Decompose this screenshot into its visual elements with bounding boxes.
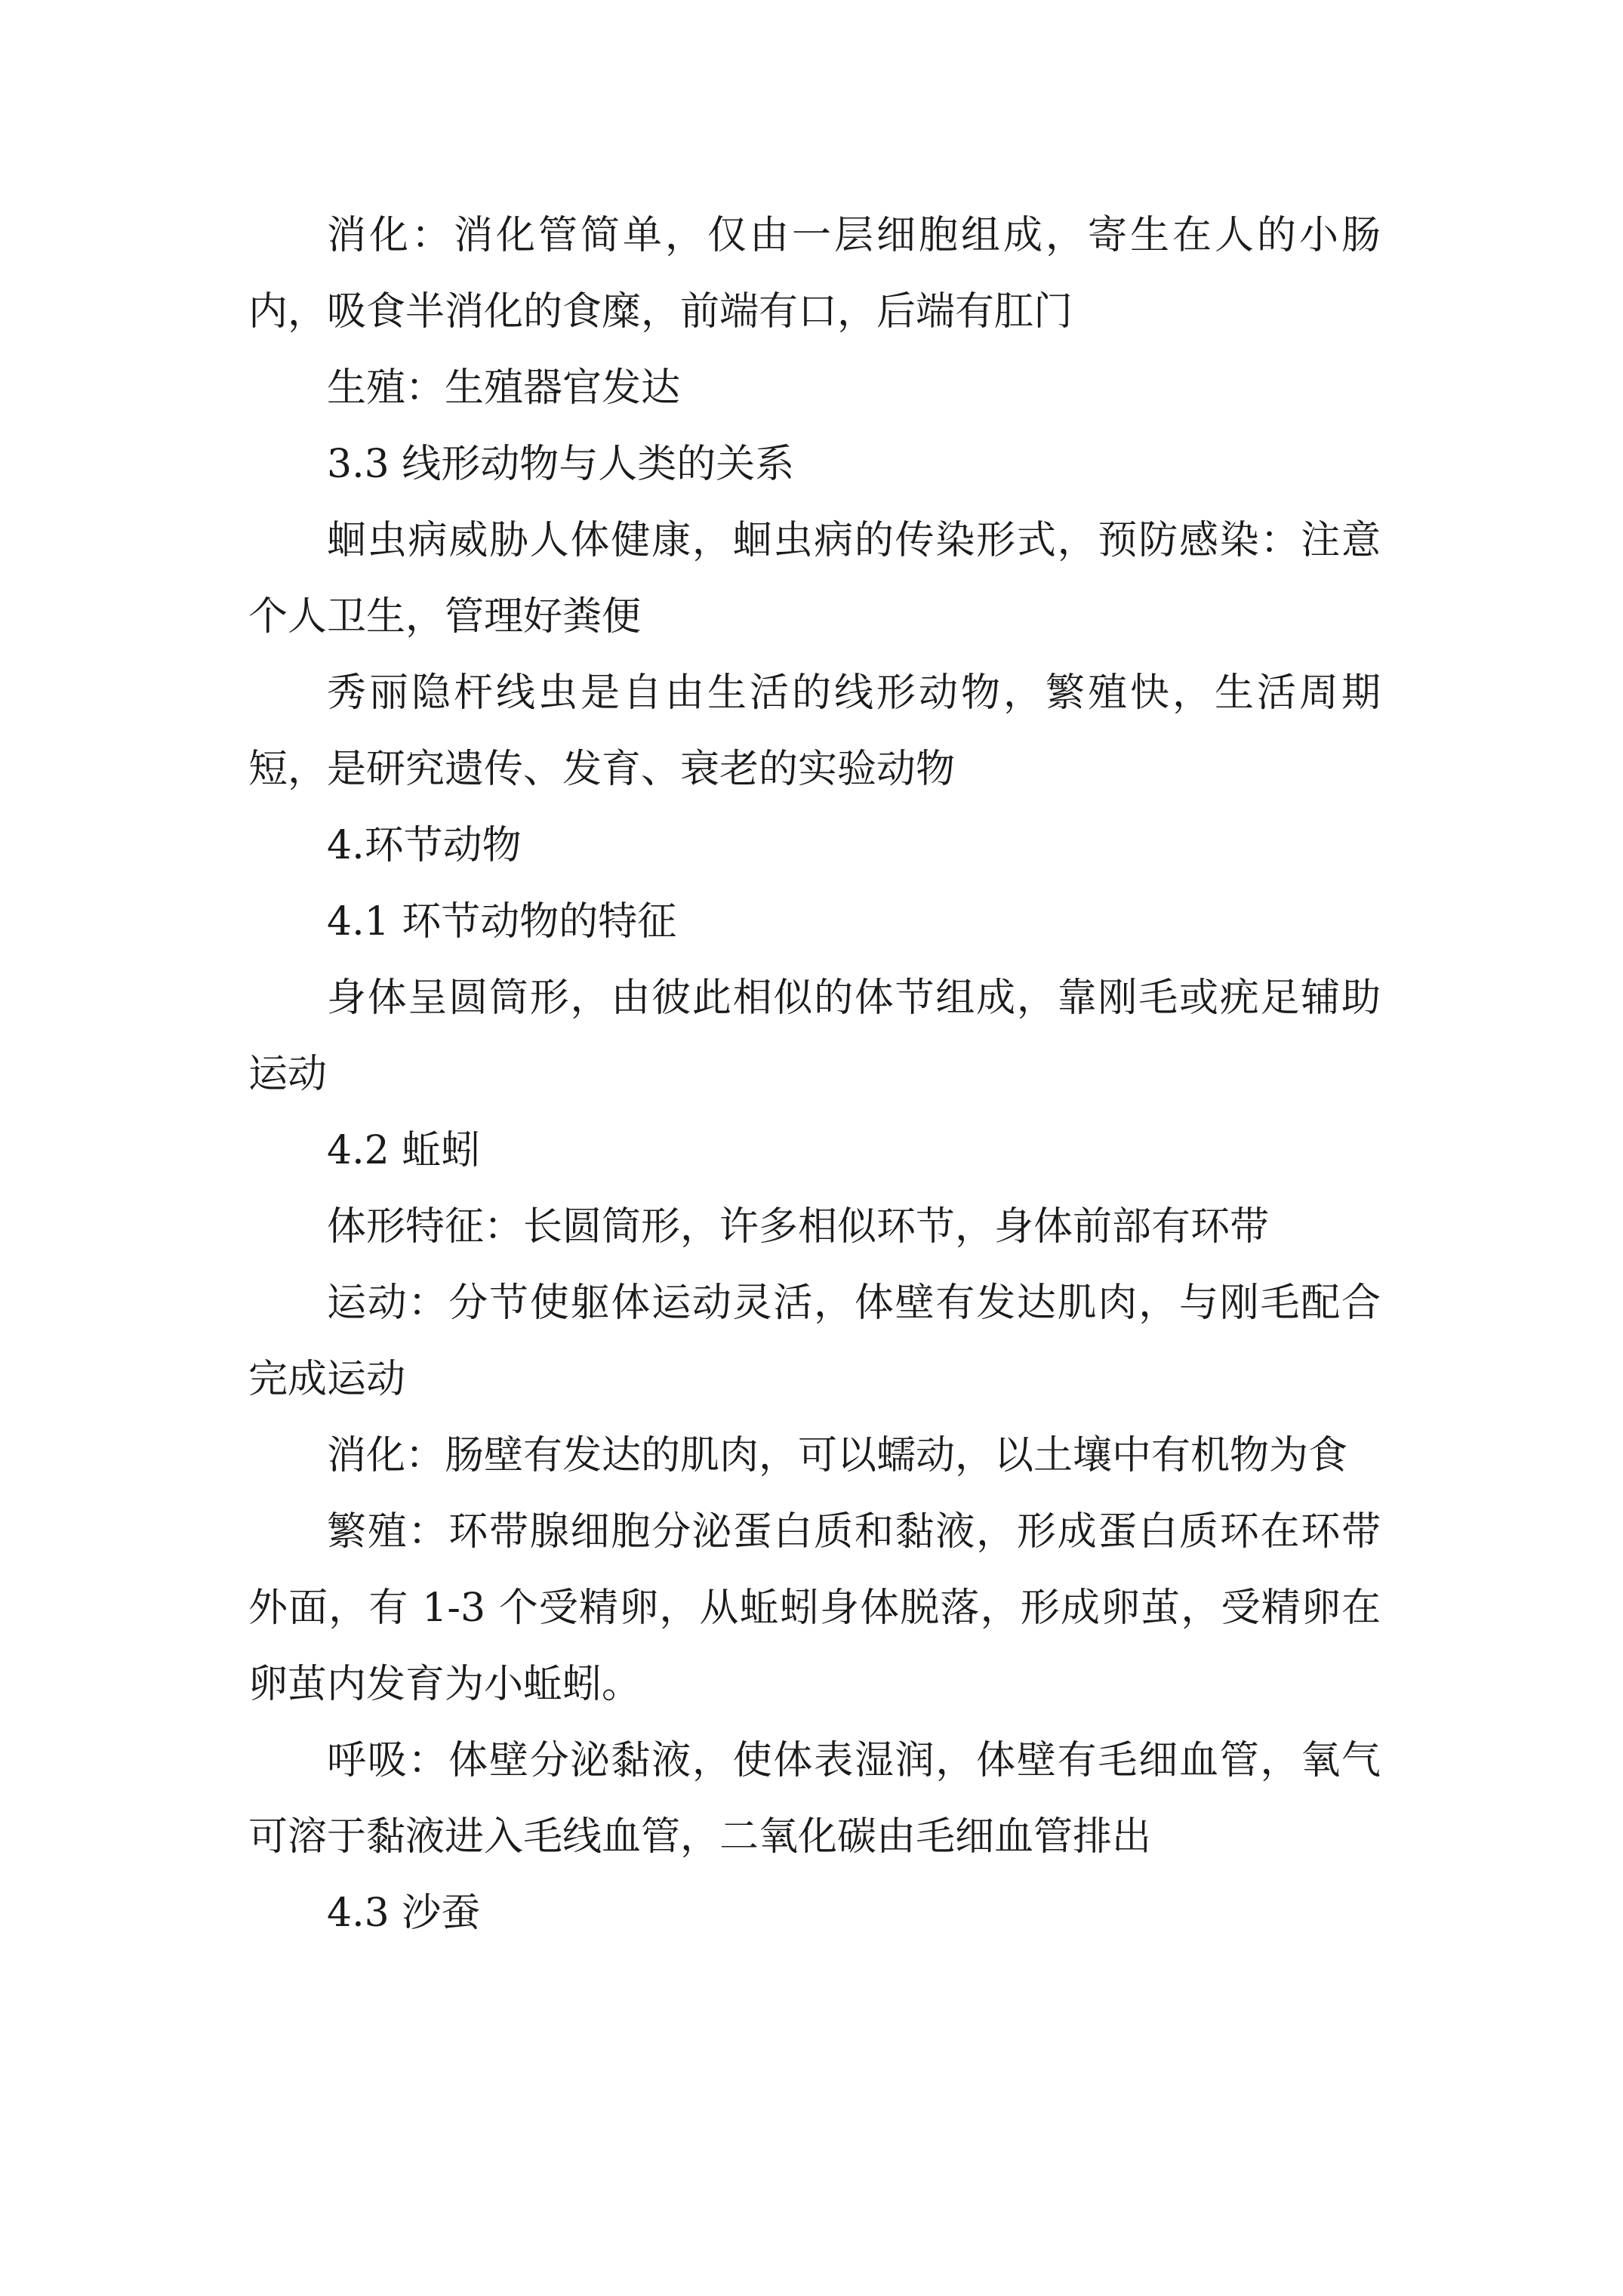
section-heading-4-1: 4.1 环节动物的特征 bbox=[327, 899, 677, 945]
document-body bbox=[248, 198, 1381, 1952]
paragraph-body-shape: 体形特征：长圆筒形，许多相似环节，身体前部有环带 bbox=[327, 1204, 1270, 1250]
paragraph-respiration: 呼吸：体壁分泌黏液，使体表湿润，体壁有毛细血管，氧气可溶于黏液进入毛线血管，二氧化碳由毛细血管排出 bbox=[248, 1738, 1381, 1860]
paragraph-reproduction-nematode: 生殖：生殖器官发达 bbox=[327, 365, 681, 411]
section-heading-3-3: 3.3 线形动物与人类的关系 bbox=[327, 442, 795, 487]
paragraph-digestion-earthworm: 消化：肠壁有发达的肌肉，可以蠕动，以土壤中有机物为食 bbox=[327, 1433, 1348, 1478]
section-heading-4-3: 4.3 沙蚕 bbox=[327, 1891, 481, 1936]
paragraph-reproduction-earthworm: 繁殖：环带腺细胞分泌蛋白质和黏液，形成蛋白质环在环带外面，有 1-3 个受精卵，从蚯蚓身体脱落，形成卵茧，受精卵在卵茧内发育为小蚯蚓。 bbox=[248, 1509, 1381, 1707]
paragraph-digestion-nematode: 消化：消化管简单，仅由一层细胞组成，寄生在人的小肠内，吸食半消化的食糜，前端有口，后端有肛门 bbox=[248, 213, 1381, 334]
paragraph-annelid-features: 身体呈圆筒形，由彼此相似的体节组成，靠刚毛或疣足辅助运动 bbox=[248, 975, 1381, 1097]
paragraph-movement: 运动：分节使躯体运动灵活，体壁有发达肌肉，与刚毛配合完成运动 bbox=[248, 1281, 1381, 1402]
section-heading-4: 4.环节动物 bbox=[327, 823, 522, 868]
paragraph-c-elegans: 秀丽隐杆线虫是自由生活的线形动物，繁殖快，生活周期短，是研究遗传、发育、衰老的实验动物 bbox=[248, 670, 1381, 792]
section-heading-4-2: 4.2 蚯蚓 bbox=[327, 1128, 481, 1173]
paragraph-ascariasis: 蛔虫病威胁人体健康，蛔虫病的传染形式，预防感染：注意个人卫生，管理好粪便 bbox=[248, 518, 1381, 639]
